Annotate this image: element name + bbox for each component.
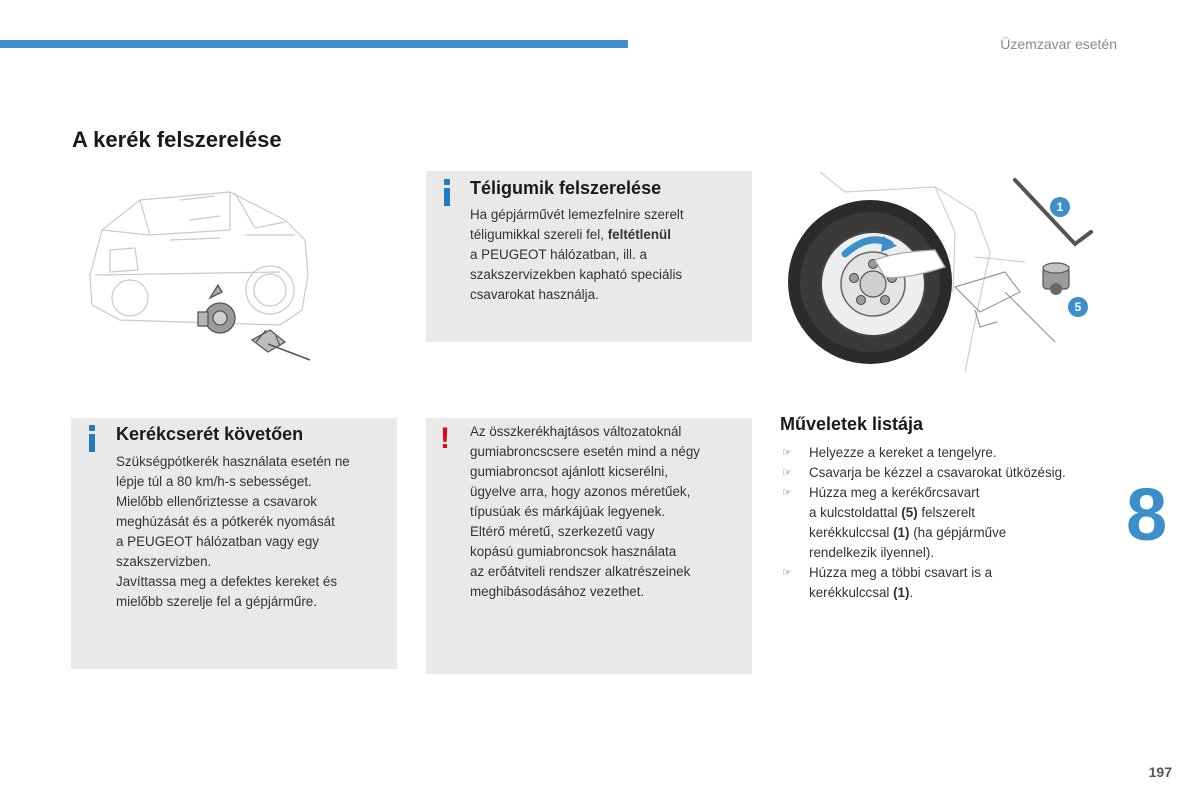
warning-line: gumiabroncscsere esetén mind a négy <box>470 444 701 459</box>
after-line: mielőbb szerelje fel a gépjárműre. <box>116 594 317 609</box>
part-reference: (1) <box>893 585 910 600</box>
warning-line: típusúak és márkájúak legyenek. <box>470 504 666 519</box>
warning-line: ügyelve arra, hogy azonos méretűek, <box>470 484 691 499</box>
warning-text <box>470 422 748 602</box>
operation-text: Húzza meg a kerékőrcsavart <box>809 485 980 500</box>
warning-line: Az összkerékhajtásos változatoknál <box>470 424 682 439</box>
hand-pointer-icon: ☞ <box>782 467 792 479</box>
part-reference: (5) <box>901 505 918 520</box>
header-accent-bar <box>0 40 628 48</box>
after-change-text <box>116 452 391 612</box>
winter-tyres-text <box>470 205 745 305</box>
winter-line <box>470 225 745 245</box>
winter-tyres-title: Téligumik felszerelése <box>470 178 662 198</box>
operation-text: (ha gépjárműve <box>909 525 1007 540</box>
warning-line: kopású gumiabroncsok használata <box>470 544 677 559</box>
operation-text: Helyezze a kereket a tengelyre. <box>809 445 997 460</box>
after-line: Mielőbb ellenőriztesse a csavarok <box>116 494 317 509</box>
winter-line: Ha gépjárművét lemezfelnire szerelt <box>470 207 684 222</box>
after-line: Javíttassa meg a defektes kereket és <box>116 574 338 589</box>
hand-pointer-icon: ☞ <box>782 567 792 579</box>
part-reference: (1) <box>893 525 910 540</box>
after-line: meghúzását és a pótkerék nyomását <box>116 514 335 529</box>
operation-step <box>782 443 1122 463</box>
after-wheel-change-box <box>71 418 397 669</box>
winter-tyres-box <box>426 171 752 342</box>
after-line: lépje túl a 80 km/h-s sebességet. <box>116 474 312 489</box>
page-title: A kerék felszerelése <box>72 127 282 152</box>
warning-box <box>426 418 752 674</box>
info-icon <box>442 179 452 206</box>
operation-step <box>782 463 1122 483</box>
winter-line: csavarokat használja. <box>470 287 599 302</box>
warning-icon: ! <box>440 422 450 455</box>
chapter-number: 8 <box>1126 473 1168 556</box>
page-number: 197 <box>1148 764 1172 780</box>
warning-line: meghibásodásához vezethet. <box>470 584 645 599</box>
operation-text: a kulcstoldattal <box>809 505 902 520</box>
wheel-wrench-illustration <box>775 172 1105 372</box>
callout-1-badge: 1 <box>1050 197 1070 217</box>
section-label: Üzemzavar esetén <box>1000 36 1117 52</box>
operation-text: Húzza meg a többi csavart is a <box>809 565 993 580</box>
warning-line: Eltérő méretű, szerkezetű vagy <box>470 524 655 539</box>
operation-step <box>782 563 1122 603</box>
warning-line: gumiabroncsot ajánlott kicserélni, <box>470 464 668 479</box>
operation-text: kerékkulccsal <box>809 525 894 540</box>
car-jack-illustration <box>80 180 320 370</box>
operations-title: Műveletek listája <box>780 414 924 434</box>
winter-emphasis: feltétlenül <box>607 227 671 242</box>
after-line: a PEUGEOT hálózatban vagy egy <box>116 534 319 549</box>
operation-text: kerékkulccsal <box>809 585 894 600</box>
winter-text: téligumikkal szereli fel, <box>470 227 608 242</box>
operation-step <box>782 483 1122 563</box>
after-line: Szükségpótkerék használata esetén ne <box>116 454 350 469</box>
operation-text: felszerelt <box>917 505 975 520</box>
winter-line: a PEUGEOT hálózatban, ill. a <box>470 247 647 262</box>
warning-line: az erőátviteli rendszer alkatrészeinek <box>470 564 691 579</box>
hand-pointer-icon: ☞ <box>782 447 792 459</box>
operation-text: . <box>909 585 914 600</box>
winter-line: szakszervizekben kapható speciális <box>470 267 683 282</box>
operations-list <box>782 443 1122 603</box>
hand-pointer-icon: ☞ <box>782 487 792 499</box>
after-line: szakszervizben. <box>116 554 212 569</box>
after-change-title: Kerékcserét követően <box>116 424 304 444</box>
operation-text: rendelkezik ilyennel). <box>809 545 935 560</box>
operation-text: Csavarja be kézzel a csavarokat ütközésig. <box>809 465 1066 480</box>
callout-5-badge: 5 <box>1068 297 1088 317</box>
info-icon <box>87 425 97 452</box>
